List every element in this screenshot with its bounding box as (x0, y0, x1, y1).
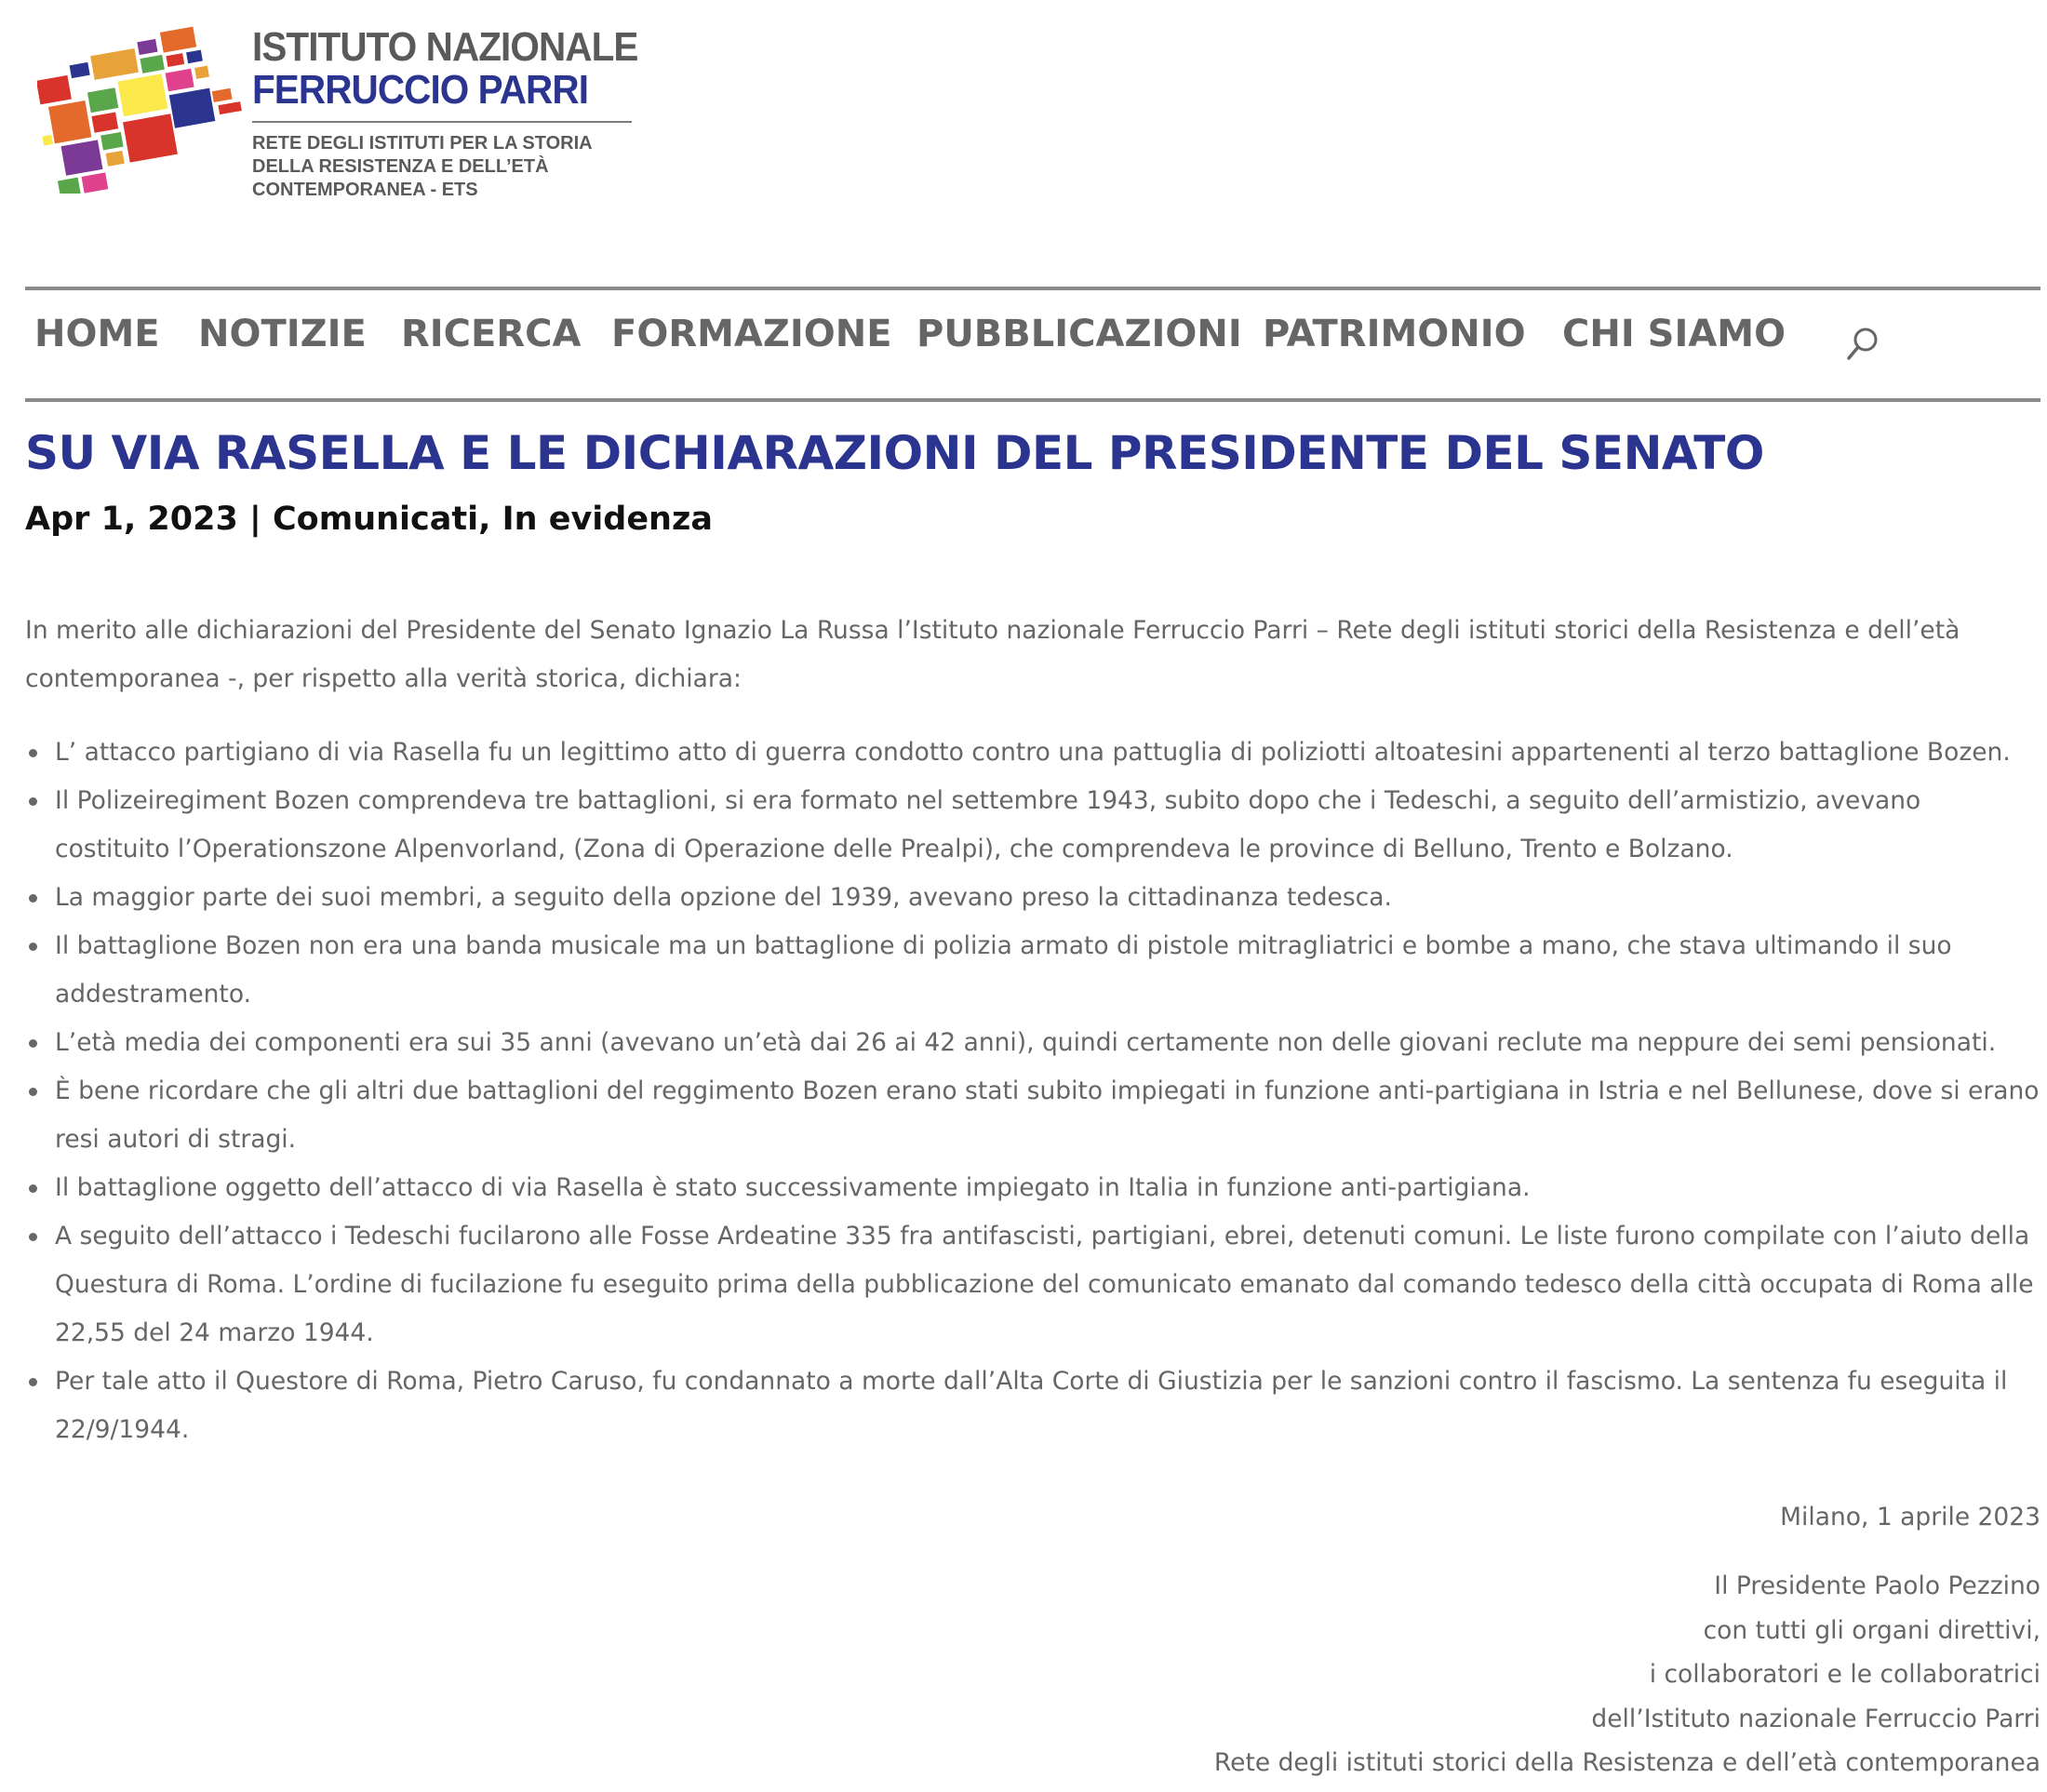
signature-line: Il Presidente Paolo Pezzino (1714, 1571, 2040, 1600)
nav-bottom-divider (25, 398, 2040, 402)
article-content (25, 607, 2040, 1785)
nav-item-formazione[interactable]: FORMAZIONE (611, 313, 892, 355)
nav-item-home[interactable]: HOME (34, 313, 160, 355)
article-points-list (25, 729, 2040, 1454)
article-meta: Apr 1, 2023 | Comunicati, In evidenza (25, 501, 713, 538)
list-item: Il Polizeiregiment Bozen comprendeva tre battaglioni, si era formato nel settembre 1943, subito dopo che i Tedeschi, a seguito dell’armistizio, avevano costituito l’Operationszone Alpenvorland, (Zona di Operazione delle Prealpi), che comprendeva le province di Belluno, Trento e Bolzano. (25, 777, 2040, 874)
logo-subtitle-line1: RETE DEGLI ISTITUTI PER LA STORIA (252, 133, 593, 154)
signature-line: con tutti gli organi direttivi, (1703, 1615, 2040, 1645)
signature-line: Rete degli istituti storici della Resistenza e dell’età contemporanea (1213, 1748, 2040, 1777)
logo-mosaic-icon (37, 26, 242, 194)
signature-block (25, 1493, 2040, 1785)
nav-item-pubblicazioni[interactable]: PUBBLICAZIONI (916, 313, 1242, 355)
search-icon[interactable] (1844, 326, 1881, 363)
main-navigation (25, 288, 2040, 391)
logo-title-line1: ISTITUTO NAZIONALE (252, 24, 638, 70)
logo-divider (252, 121, 632, 123)
nav-item-chi-siamo[interactable]: CHI SIAMO (1562, 313, 1786, 355)
logo-subtitle-line3: CONTEMPORANEA - ETS (252, 180, 478, 200)
list-item: L’età media dei componenti era sui 35 anni (avevano un’età dai 26 ai 42 anni), quindi certamente non delle giovani reclute ma neppure dei semi pensionati. (25, 1019, 2040, 1067)
article-title: SU VIA RASELLA E LE DICHIARAZIONI DEL PRESIDENTE DEL SENATO (25, 426, 1764, 480)
logo-text (252, 24, 638, 202)
list-item: La maggior parte dei suoi membri, a seguito della opzione del 1939, avevano preso la cittadinanza tedesca. (25, 874, 2040, 922)
signature-line: i collaboratori e le collaboratrici (1649, 1660, 2040, 1689)
signature-line: dell’Istituto nazionale Ferruccio Parri (1591, 1704, 2040, 1733)
list-item: A seguito dell’attacco i Tedeschi fucilarono alle Fosse Ardeatine 335 fra antifascisti, partigiani, ebrei, detenuti comuni. Le liste furono compilate con l’aiuto della Questura di Roma. L’ordine di fucilazione fu eseguito prima della pubblicazione del comunicato emanato dal comando tedesco della città occupata di Roma alle 22,55 del 24 marzo 1944. (25, 1212, 2040, 1357)
list-item: Il battaglione oggetto dell’attacco di via Rasella è stato successivamente impiegato in Italia in funzione anti-partigiana. (25, 1164, 2040, 1212)
nav-item-ricerca[interactable]: RICERCA (401, 313, 582, 355)
logo-subtitle-line2: DELLA RESISTENZA E DELL’ETÀ (252, 156, 549, 177)
logo-title-line2: FERRUCCIO PARRI (252, 67, 589, 113)
nav-item-notizie[interactable]: NOTIZIE (198, 313, 367, 355)
site-logo[interactable] (37, 24, 638, 200)
list-item: Il battaglione Bozen non era una banda musicale ma un battaglione di polizia armato di pistole mitragliatrici e bombe a mano, che stava ultimando il suo addestramento. (25, 922, 2040, 1019)
nav-item-patrimonio[interactable]: PATRIMONIO (1263, 313, 1526, 355)
signature-date: Milano, 1 aprile 2023 (1780, 1503, 2040, 1531)
article-intro: In merito alle dichiarazioni del Presidente del Senato Ignazio La Russa l’Istituto nazionale Ferruccio Parri – Rete degli istituti storici della Resistenza e dell’età contemporanea -, per rispetto alla verità storica, dichiara: (25, 616, 1960, 693)
list-item: Per tale atto il Questore di Roma, Pietro Caruso, fu condannato a morte dall’Alta Corte di Giustizia per le sanzioni contro il fascismo. La sentenza fu eseguita il 22/9/1944. (25, 1357, 2040, 1454)
list-item: L’ attacco partigiano di via Rasella fu un legittimo atto di guerra condotto contro una pattuglia di poliziotti altoatesini appartenenti al terzo battaglione Bozen. (25, 729, 2040, 777)
signature-lines (25, 1564, 2040, 1785)
list-item: È bene ricordare che gli altri due battaglioni del reggimento Bozen erano stati subito impiegati in funzione anti-partigiana in Istria e nel Bellunese, dove si erano resi autori di stragi. (25, 1067, 2040, 1164)
